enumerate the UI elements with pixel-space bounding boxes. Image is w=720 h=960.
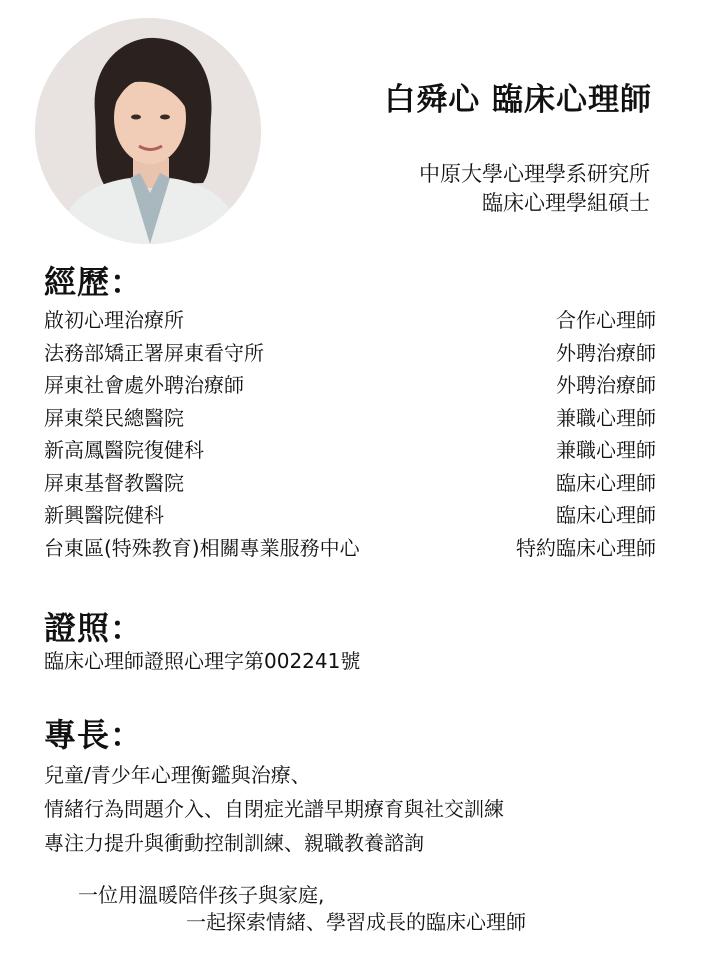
experience-role: 外聘治療師	[556, 340, 656, 365]
specialty-heading: 專長：	[44, 716, 144, 754]
experience-role: 合作心理師	[556, 308, 656, 332]
specialty-list	[44, 758, 504, 860]
experience-place: 台東區(特殊教育)相關專業服務中心	[44, 535, 360, 560]
experience-row	[44, 499, 656, 532]
experience-row	[44, 434, 656, 467]
license-heading: 證照：	[44, 609, 144, 647]
motto-line: 一位用溫暖陪伴孩子與家庭,	[78, 883, 325, 907]
experience-role: 兼職心理師	[556, 405, 656, 430]
experience-role: 臨床心理師	[556, 503, 656, 527]
education	[419, 160, 650, 218]
portrait-illustration	[35, 18, 261, 244]
experience-list	[44, 304, 656, 564]
education-line: 臨床心理學組碩士	[482, 191, 650, 215]
specialty-line: 情緒行為問題介入、自閉症光譜早期療育與社交訓練	[44, 797, 504, 821]
experience-role: 外聘治療師	[556, 373, 656, 397]
experience-row	[44, 369, 656, 402]
experience-role: 兼職心理師	[556, 438, 656, 462]
psychologist-name: 白舜心 臨床心理師	[384, 82, 652, 118]
experience-row	[44, 467, 656, 500]
experience-heading: 經歷：	[44, 263, 144, 301]
specialty-line: 兒童/青少年心理衡鑑與治療、	[44, 763, 311, 787]
experience-place: 屏東榮民總醫院	[44, 405, 184, 430]
experience-place: 屏東社會處外聘治療師	[44, 373, 244, 397]
experience-place: 新興醫院健科	[44, 503, 164, 527]
experience-row	[44, 532, 656, 565]
specialty-line: 專注力提升與衝動控制訓練、親職教養諮詢	[44, 831, 424, 855]
profile-photo	[35, 18, 261, 244]
experience-role: 臨床心理師	[556, 470, 656, 495]
experience-row	[44, 304, 656, 337]
experience-place: 法務部矯正署屏東看守所	[44, 340, 264, 365]
experience-place: 新高鳳醫院復健科	[44, 438, 204, 462]
experience-place: 啟初心理治療所	[44, 308, 184, 332]
motto-line: 一起探索情緒、學習成長的臨床心理師	[186, 910, 526, 934]
experience-place: 屏東基督教醫院	[44, 470, 184, 495]
experience-row	[44, 337, 656, 370]
education-line: 中原大學心理學系研究所	[419, 162, 650, 186]
experience-role: 特約臨床心理師	[516, 535, 656, 560]
experience-row	[44, 402, 656, 435]
license-text: 臨床心理師證照心理字第002241號	[44, 649, 361, 673]
